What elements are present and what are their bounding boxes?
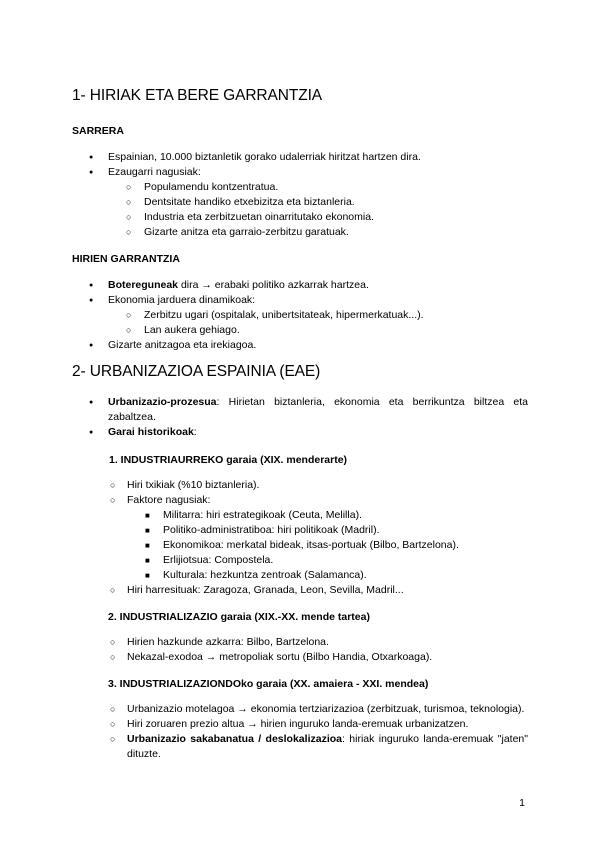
list-item	[72, 425, 528, 440]
list-item	[72, 293, 528, 338]
sarrera-list	[72, 150, 528, 240]
list-item	[109, 478, 528, 493]
list-item-text: Gizarte anitzagoa eta irekiagoa.	[108, 339, 257, 351]
list-item-text: Espainian, 10.000 biztanletik gorako udalerriak hiritzat hartzen dira.	[108, 151, 421, 163]
list-item-text: Hirien hazkunde azkarra: Bilbo, Bartzelona.	[127, 636, 329, 648]
period-3-heading: 3. INDUSTRIALIZAZIONDOko garaia (XX. amaiera - XXI. mendea)	[108, 678, 429, 690]
urbanizazioa-list	[72, 395, 528, 440]
section-1-title: 1- HIRIAK ETA BERE GARRANTZIA	[72, 87, 323, 104]
list-item-text: :	[193, 426, 197, 438]
list-item	[109, 717, 528, 732]
bold-term: Urbanizazio-prozesua	[108, 396, 217, 408]
sublist-item: ○ Populamendu kontzentratua.	[108, 180, 528, 195]
list-item	[109, 702, 528, 717]
sublist	[127, 508, 528, 583]
sarrera-heading: SARRERA	[72, 125, 124, 137]
bold-term: Urbanizazio sakabanatua / deslokalizazioa	[127, 733, 342, 745]
sublist-item: ■ Ekonomikoa: merkatal bideak, itsas-portuak (Bilbo, Bartzelona).	[127, 538, 528, 553]
sublist-item: ○ Industria eta zerbitzuetan oinarritutako ekonomia.	[108, 210, 528, 225]
list-item	[109, 493, 528, 583]
sublist-item: ○ Dentsitate handiko etxebizitza eta biztanleria.	[108, 195, 528, 210]
sublist-item: ■ Militarra: hiri estrategikoak (Ceuta, Melilla).	[127, 508, 528, 523]
list-item-text: : Hirietan biztanleria, ekonomia eta berrikuntza biltzea eta zabaltzea.	[108, 396, 528, 423]
sublist-item: ○ Lan aukera gehiago.	[108, 323, 528, 338]
period-2-list	[109, 635, 528, 665]
list-item-text: Faktore nagusiak:	[127, 494, 211, 506]
section-2-title: 2- URBANIZAZIOA ESPAINIA (EAE)	[72, 363, 321, 380]
list-item-text: Hiri txikiak (%10 biztanleria).	[127, 479, 260, 491]
period-2-heading: 2. INDUSTRIALIZAZIO garaia (XIX.-XX. mende tartea)	[108, 611, 370, 623]
list-item	[109, 583, 528, 598]
list-item	[109, 635, 528, 650]
list-item-text: Nekazal-exodoa → metropoliak sortu (Bilbo Handia, Otxarkoaga).	[127, 651, 433, 663]
list-item	[72, 165, 528, 240]
sublist-item: ■ Kulturala: hezkuntza zentroak (Salamanca).	[127, 568, 528, 583]
list-item-text: Ekonomia jarduera dinamikoak:	[108, 294, 256, 306]
sublist-item: ○ Zerbitzu ugari (ospitalak, unibertsitateak, hipermerkatuak...).	[108, 308, 528, 323]
bold-term: Botereguneak	[108, 279, 179, 291]
sublist-item: ○ Gizarte anitza eta garraio-zerbitzu garatuak.	[108, 225, 528, 240]
list-item	[109, 732, 528, 762]
list-item-text: Hiri zoruaren prezio altua → hirien inguruko landa-eremuak urbanizatzen.	[127, 718, 469, 730]
list-item	[109, 650, 528, 665]
page-content	[72, 84, 528, 762]
list-item-text: : hiriak inguruko landa-eremuak "jaten" dituzte.	[127, 733, 529, 760]
list-item	[72, 278, 528, 293]
list-item-text: Ezaugarri nagusiak:	[108, 166, 201, 178]
list-item-text: Hiri harresituak: Zaragoza, Granada, Leon, Sevilla, Madril...	[127, 584, 404, 596]
list-item-text: Urbanizazio motelagoa → ekonomia tertziarizazioa (zerbitzuak, turismoa, teknologia).	[127, 703, 525, 715]
period-1-heading: 1. INDUSTRIAURREKO garaia (XIX. menderarte)	[109, 454, 348, 466]
period-1-list	[109, 478, 528, 598]
bold-term: Garai historikoak	[108, 426, 194, 438]
sublist-item: ■ Erlijiotsua: Compostela.	[127, 553, 528, 568]
list-item	[72, 150, 528, 165]
list-item-text: dira → erabaki politiko azkarrak hartzea.	[178, 279, 369, 291]
page-number: 1	[519, 797, 525, 809]
list-item	[72, 395, 528, 425]
garrantzia-list	[72, 278, 528, 353]
period-3-list	[109, 702, 528, 762]
sublist	[108, 308, 528, 338]
sublist-item: ■ Politiko-administratiboa: hiri politikoak (Madril).	[127, 523, 528, 538]
sublist	[108, 180, 528, 240]
list-item	[72, 338, 528, 353]
garrantzia-heading: HIRIEN GARRANTZIA	[72, 253, 180, 265]
